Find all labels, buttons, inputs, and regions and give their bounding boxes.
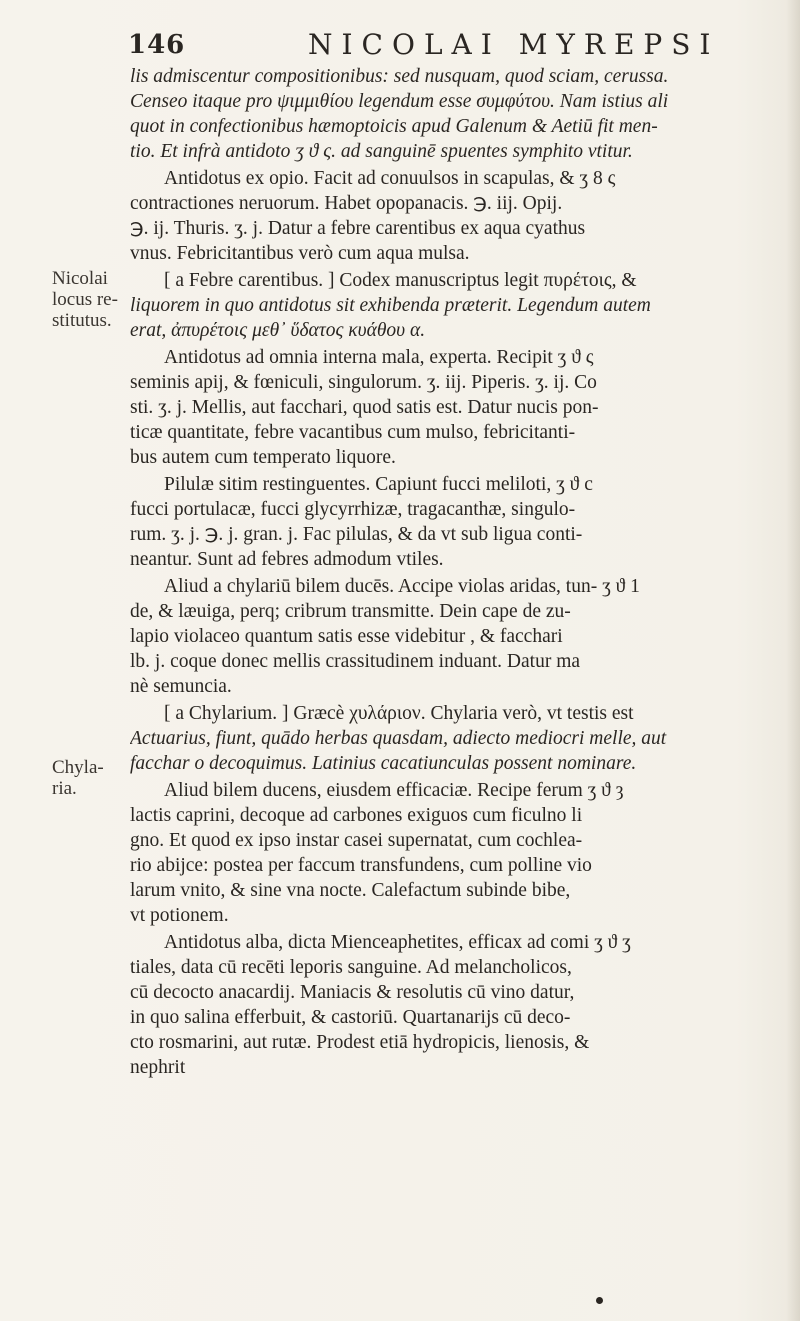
text-line: cū decocto anacardij. Maniacis & resolutis cū vino datur, [130, 982, 575, 1003]
text-line: tio. Et infrà antidoto ʒ ϑ ς. ad sanguinē spuentes symphito vtitur. [130, 141, 633, 162]
text-line: vt potionem. [130, 905, 229, 926]
text-line: lactis caprini, decoque ad carbones exiguos cum ficulno li [130, 805, 583, 826]
text-line: seminis apij, & fœniculi, singulorum. ʒ. iij. Piperis. ʒ. ij. Co [130, 372, 597, 393]
text-line: rio abijce: postea per faccum transfundens, cum polline vio [130, 855, 592, 876]
paragraph [130, 166, 770, 266]
text-line: vnus. Febricitantibus verò cum aqua mulsa. [130, 243, 470, 264]
text-line: larum vnito, & sine vna nocte. Calefactum subinde bibe, [130, 880, 571, 901]
text-line: neantur. Sunt ad febres admodum vtiles. [130, 549, 444, 570]
main-text [130, 64, 770, 1080]
paragraph [130, 268, 770, 343]
text-line: ticæ quantitate, febre vacantibus cum mulso, febricitanti- [130, 422, 576, 443]
text-line: liquorem in quo antidotus sit exhibenda præterit. Legendum autem [130, 295, 651, 316]
paragraph [130, 345, 770, 470]
text-line: Antidotus ex opio. Facit ad conuulsos in scapulas, & ʒ 8 ς [164, 168, 616, 189]
text-line: Antidotus ad omnia interna mala, experta. Recipit ʒ ϑ ς [164, 347, 594, 368]
text-line: Censeo itaque pro ψιμμιθίου legendum esse συμφύτου. Nam istius ali [130, 91, 669, 112]
paragraph [130, 778, 770, 928]
text-line: Aliud bilem ducens, eiusdem efficaciæ. Recipe ferum ʒ ϑ ȝ [164, 780, 624, 801]
page-edge-shadow [786, 0, 800, 1321]
text-line: [ a Febre carentibus. ] Codex manuscriptus legit πυρέτοις, & [164, 270, 637, 291]
text-line: sti. ʒ. j. Mellis, aut facchari, quod satis est. Datur nucis pon- [130, 397, 599, 418]
text-line: ℈. ij. Thuris. ʒ. j. Datur a febre carentibus ex aqua cyathus [130, 218, 586, 239]
running-title: NICOLAI MYREPSI [308, 28, 720, 61]
text-line: Actuarius, fiunt, quādo herbas quasdam, adiecto mediocri melle, aut [130, 728, 667, 749]
text-line: facchar o decoquimus. Latinius cacatiunculas possent nominare. [130, 753, 637, 774]
paragraph [130, 930, 770, 1080]
text-line: Pilulæ sitim restinguentes. Capiunt fucci meliloti, ʒ ϑ c [164, 474, 593, 495]
text-line: lis admiscentur compositionibus: sed nusquam, quod sciam, cerussa. [130, 66, 669, 87]
text-line: contractiones neruorum. Habet opopanacis. ℈. iij. Opij. [130, 193, 563, 214]
text-line: erat, ἀπυρέτοις μεθ᾽ ὕδατος κυάθου α. [130, 320, 426, 341]
paragraph [130, 64, 770, 164]
paragraph [130, 574, 770, 699]
text-line: nephrit [130, 1057, 186, 1078]
text-line: Antidotus alba, dicta Mienceaphetites, efficax ad comi ʒ ϑ ʒ [164, 932, 631, 953]
text-line: gno. Et quod ex ipso instar casei supernatat, cum cochlea- [130, 830, 583, 851]
text-line: de, & læuiga, perq; cribrum transmitte. Dein cape de zu- [130, 601, 571, 622]
text-line: nè semuncia. [130, 676, 232, 697]
paragraph [130, 472, 770, 572]
text-line: cto rosmarini, aut rutæ. Prodest etiā hydropicis, lienosis, & [130, 1032, 590, 1053]
text-line: [ a Chylarium. ] Græcè χυλάριον. Chylaria verò, vt testis est [164, 703, 634, 724]
text-line: lapio violaceo quantum satis esse videbitur , & facchari [130, 626, 563, 647]
page-number: 146 [128, 30, 186, 60]
ink-dot [596, 1297, 603, 1304]
text-line: Aliud a chylariū bilem ducēs. Accipe violas aridas, tun- ʒ ϑ 1 [164, 576, 640, 597]
text-line: fucci portulacæ, fucci glycyrrhizæ, tragacanthæ, singulo- [130, 499, 576, 520]
text-line: quot in confectionibus hæmoptoicis apud Galenum & Aetiū fit men- [130, 116, 658, 137]
text-line: in quo salina efferbuit, & castoriū. Quartanarijs cū deco- [130, 1007, 571, 1028]
text-line: lb. j. coque donec mellis crassitudinem induant. Datur ma [130, 651, 581, 672]
text-line: rum. ʒ. j. ℈. j. gran. j. Fac pilulas, & da vt sub ligua conti- [130, 524, 583, 545]
margin-note-chylaria: Chyla-ria. [52, 757, 104, 799]
paragraph [130, 701, 770, 776]
page-header [128, 28, 720, 68]
margin-note-nicolai: Nicolai locus re-stitutus. [52, 268, 118, 331]
text-line: tiales, data cū recēti leporis sanguine. Ad melancholicos, [130, 957, 572, 978]
text-line: bus autem cum temperato liquore. [130, 447, 396, 468]
